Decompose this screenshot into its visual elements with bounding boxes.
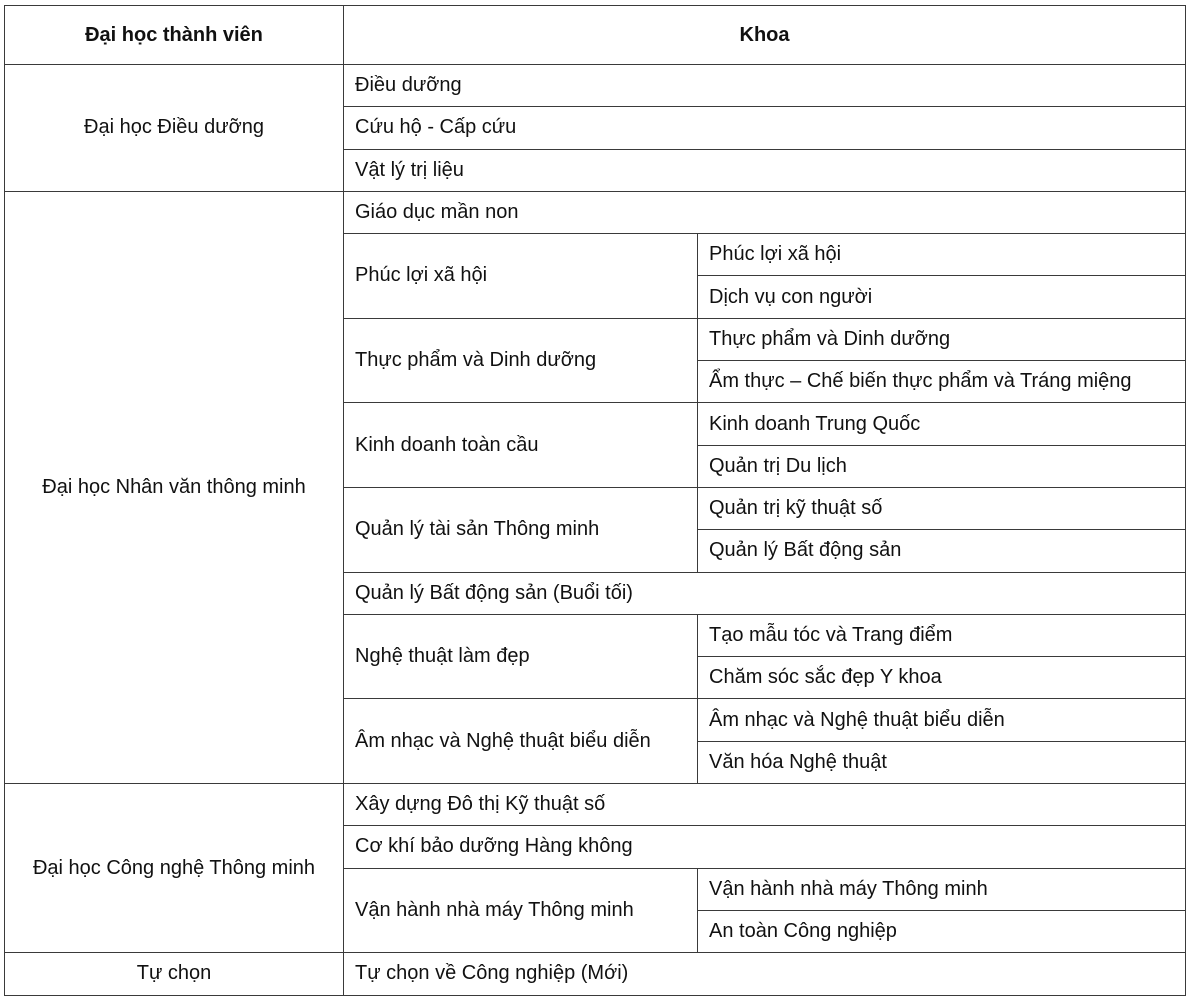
faculty-cell: Âm nhạc và Nghệ thuật biểu diễn (344, 699, 698, 784)
major-cell: Tạo mẫu tóc và Trang điểm (698, 614, 1186, 656)
table-row (5, 65, 1186, 107)
major-cell: Vận hành nhà máy Thông minh (698, 868, 1186, 910)
major-cell: Văn hóa Nghệ thuật (698, 741, 1186, 783)
university-name-cell: Đại học Điều dưỡng (5, 65, 344, 192)
table-row (5, 953, 1186, 995)
major-cell: Quản lý Bất động sản (698, 530, 1186, 572)
table-row (5, 191, 1186, 233)
faculty-cell: Vật lý trị liệu (344, 149, 1186, 191)
header-faculty: Khoa (344, 6, 1186, 65)
major-cell: Ẩm thực – Chế biến thực phẩm và Tráng miệng (698, 361, 1186, 403)
faculty-cell: Điều dưỡng (344, 65, 1186, 107)
major-cell: Dịch vụ con người (698, 276, 1186, 318)
table-row (5, 784, 1186, 826)
major-cell: Quản trị kỹ thuật số (698, 487, 1186, 529)
major-cell: Âm nhạc và Nghệ thuật biểu diễn (698, 699, 1186, 741)
faculty-cell: Phúc lợi xã hội (344, 234, 698, 319)
major-cell: An toàn Công nghiệp (698, 910, 1186, 952)
faculty-cell: Quản lý tài sản Thông minh (344, 487, 698, 572)
faculty-cell: Cứu hộ - Cấp cứu (344, 107, 1186, 149)
table-body (5, 65, 1186, 996)
table-header-row (5, 6, 1186, 65)
faculty-cell: Cơ khí bảo dưỡng Hàng không (344, 826, 1186, 868)
university-faculty-table (4, 5, 1186, 996)
faculty-cell: Giáo dục mần non (344, 191, 1186, 233)
faculty-cell: Xây dựng Đô thị Kỹ thuật số (344, 784, 1186, 826)
university-name-cell: Tự chọn (5, 953, 344, 995)
faculty-cell: Vận hành nhà máy Thông minh (344, 868, 698, 953)
faculty-cell: Kinh doanh toàn cầu (344, 403, 698, 488)
header-university: Đại học thành viên (5, 6, 344, 65)
university-name-cell: Đại học Nhân văn thông minh (5, 191, 344, 783)
faculty-cell: Quản lý Bất động sản (Buổi tối) (344, 572, 1186, 614)
major-cell: Phúc lợi xã hội (698, 234, 1186, 276)
major-cell: Thực phẩm và Dinh dưỡng (698, 318, 1186, 360)
faculty-cell: Thực phẩm và Dinh dưỡng (344, 318, 698, 403)
major-cell: Chăm sóc sắc đẹp Y khoa (698, 657, 1186, 699)
faculty-cell: Tự chọn về Công nghiệp (Mới) (344, 953, 1186, 995)
major-cell: Quản trị Du lịch (698, 445, 1186, 487)
faculty-cell: Nghệ thuật làm đẹp (344, 614, 698, 699)
university-name-cell: Đại học Công nghệ Thông minh (5, 784, 344, 953)
major-cell: Kinh doanh Trung Quốc (698, 403, 1186, 445)
